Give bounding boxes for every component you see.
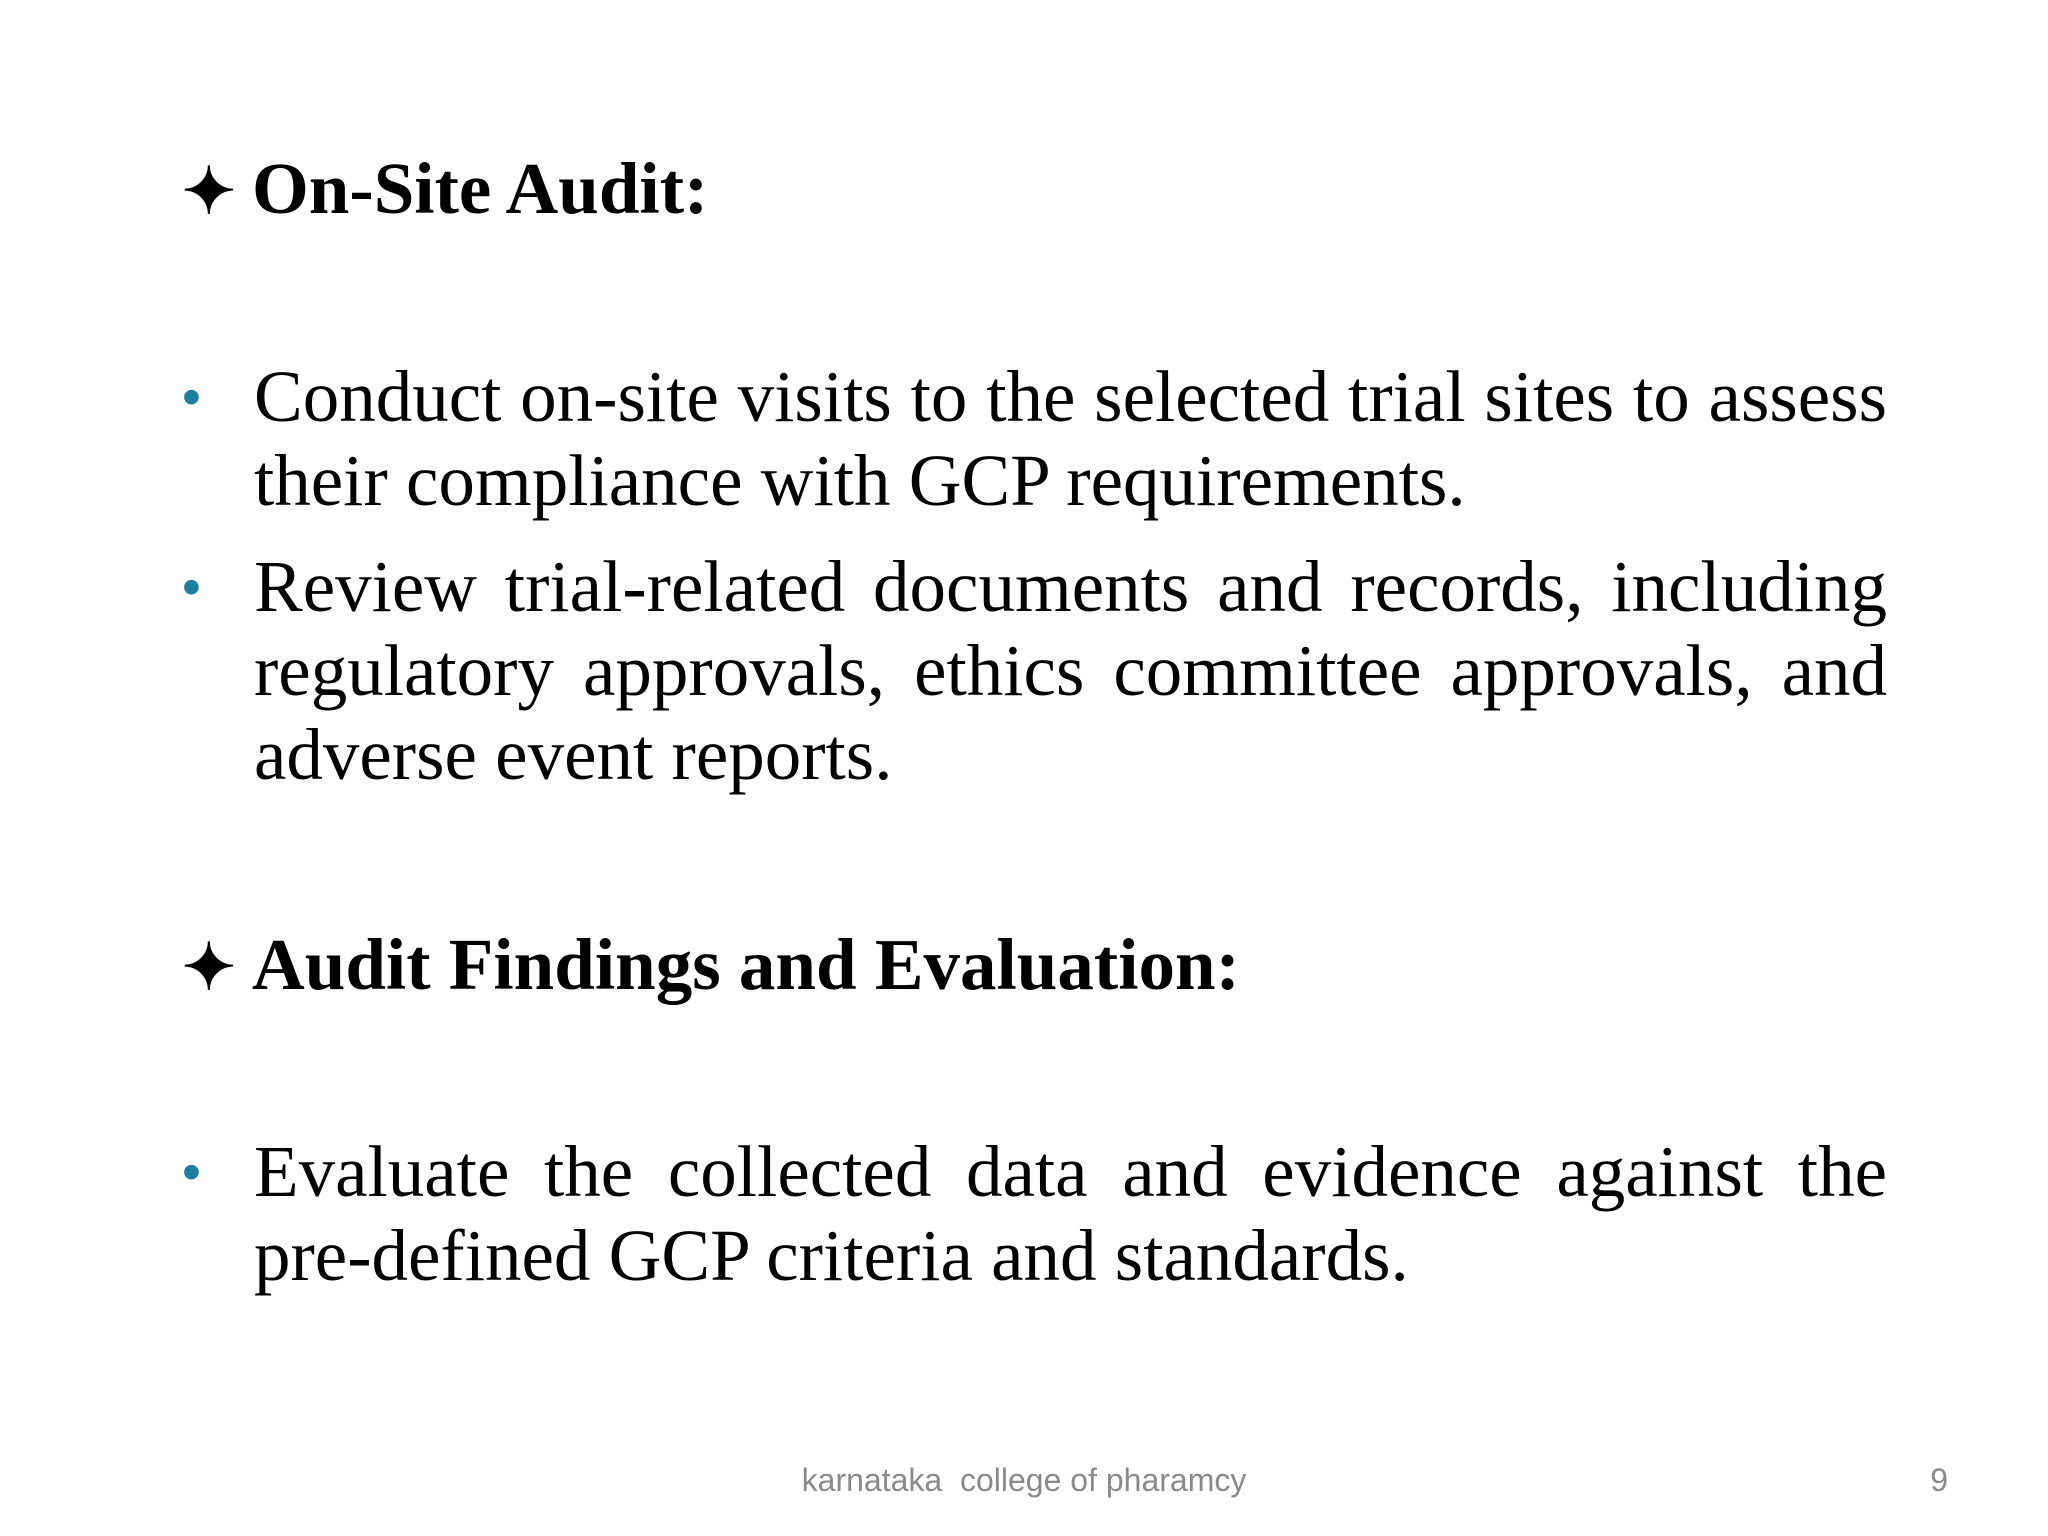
bullet-text: Evaluate the collected data and evidence against the pre-defined GCP criteria and standards. <box>254 1131 1887 1296</box>
section-heading-on-site-audit <box>182 148 709 229</box>
bullet-item <box>182 545 1887 797</box>
bullet-text: Review trial-related documents and records, including regulatory approvals, ethics committee approvals, and adverse event reports. <box>254 546 1887 795</box>
bullet-dot-icon: • <box>182 557 201 617</box>
bullet-item <box>182 1130 1887 1298</box>
bullet-dot-icon: • <box>182 1142 201 1202</box>
section-heading-audit-findings <box>182 924 1240 1005</box>
bullet-text: Conduct on-site visits to the selected trial sites to assess their compliance with GCP requirements. <box>254 356 1887 521</box>
four-pointed-star-icon: ✦ <box>182 156 236 227</box>
four-pointed-star-icon: ✦ <box>182 932 236 1003</box>
bullet-dot-icon: • <box>182 367 201 427</box>
section-heading-text: Audit Findings and Evaluation: <box>252 924 1240 1005</box>
section-heading-text: On-Site Audit: <box>252 148 709 229</box>
footer-text: karnataka college of pharamcy <box>801 1462 1247 1498</box>
bullet-item <box>182 355 1887 523</box>
page-number: 9 <box>1930 1462 1948 1498</box>
